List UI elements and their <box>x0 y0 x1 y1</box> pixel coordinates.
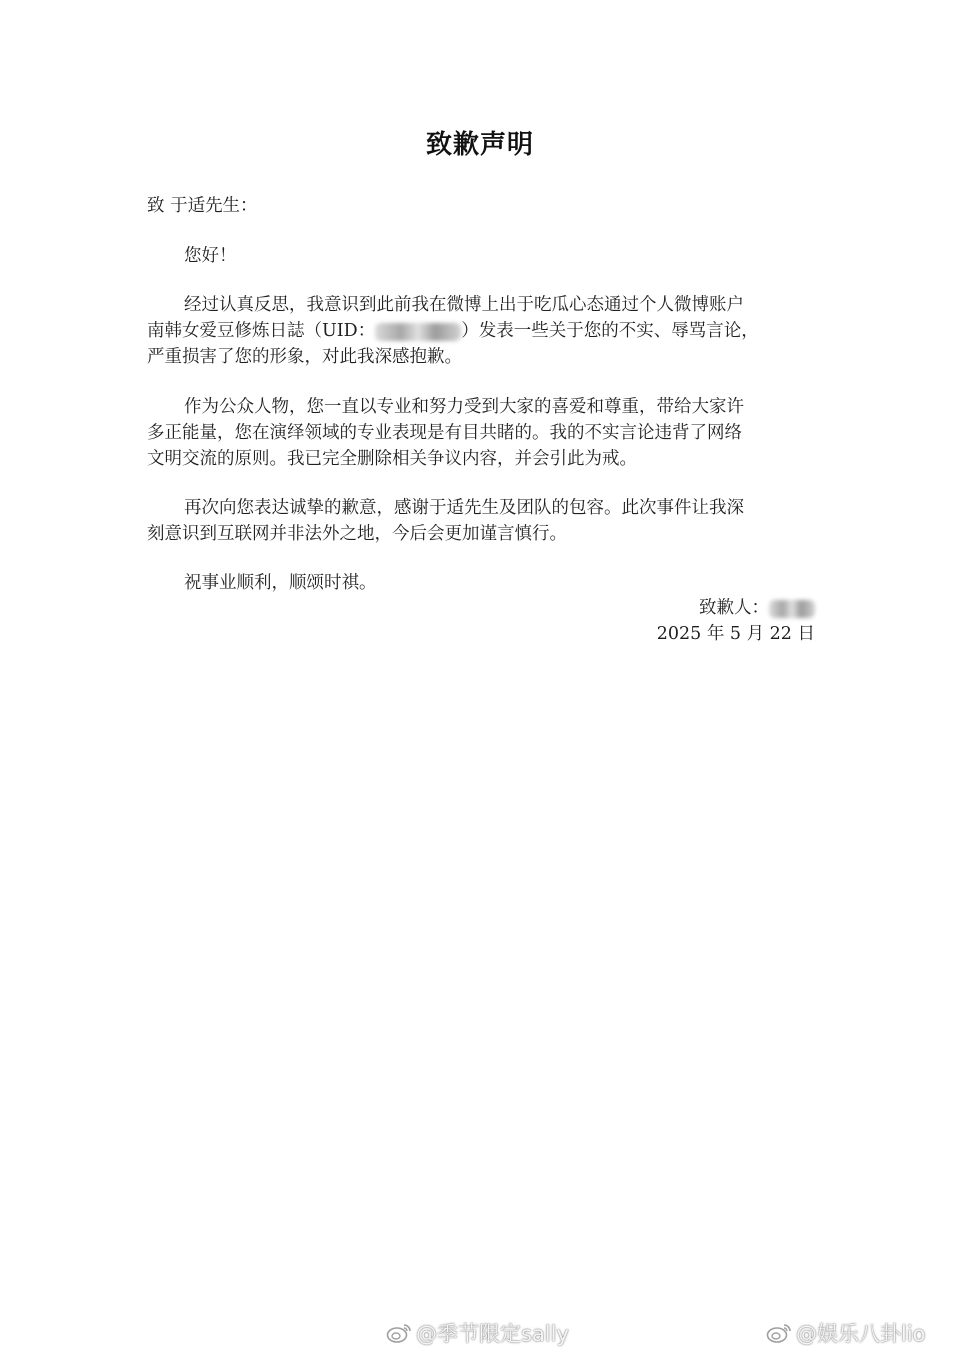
salutation: 致 于适先生： <box>147 196 258 216</box>
signature-line <box>699 595 815 621</box>
document-title: 致歉声明 <box>425 130 534 160</box>
closing-line: 祝事业顺利，顺颂时祺。 <box>184 573 377 593</box>
signature-label: 致歉人： <box>699 598 769 618</box>
weibo-icon <box>766 1322 792 1344</box>
paragraph-1-line-2-rest: ）发表一些关于您的不实、辱骂言论， <box>461 321 759 341</box>
redacted-uid <box>375 323 461 341</box>
paragraph-1-line-3: 严重损害了您的形象，对此我深感抱歉。 <box>147 347 462 367</box>
watermark-left <box>386 1318 569 1348</box>
paragraph-1-line-2 <box>147 318 759 344</box>
greeting: 您好！ <box>184 246 237 266</box>
paragraph-1-line-1: 经过认真反思，我意识到此前我在微博上出于吃瓜心态通过个人微博账户 <box>184 295 744 315</box>
paragraph-2-line-1: 作为公众人物，您一直以专业和努力受到大家的喜爱和尊重，带给大家许 <box>184 397 744 417</box>
paragraph-3-line-2: 刻意识到互联网并非法外之地，今后会更加谨言慎行。 <box>147 524 567 544</box>
watermark-right <box>766 1318 926 1348</box>
account-name-text: 南韩女爱豆修炼日誌（UID： <box>147 321 376 341</box>
weibo-icon <box>386 1322 412 1344</box>
signature-date: 2025 年 5 月 22 日 <box>656 624 815 644</box>
watermark-right-text: @娱乐八卦lio <box>796 1322 926 1346</box>
paragraph-2-line-3: 文明交流的原则。我已完全删除相关争议内容，并会引此为戒。 <box>147 449 637 469</box>
redacted-signature <box>769 600 815 618</box>
paragraph-2-line-2: 多正能量，您在演绎领域的专业表现是有目共睹的。我的不实言论违背了网络 <box>147 423 742 443</box>
watermark-left-text: @季节限定sally <box>416 1322 569 1346</box>
paragraph-3-line-1: 再次向您表达诚挚的歉意，感谢于适先生及团队的包容。此次事件让我深 <box>184 498 744 518</box>
